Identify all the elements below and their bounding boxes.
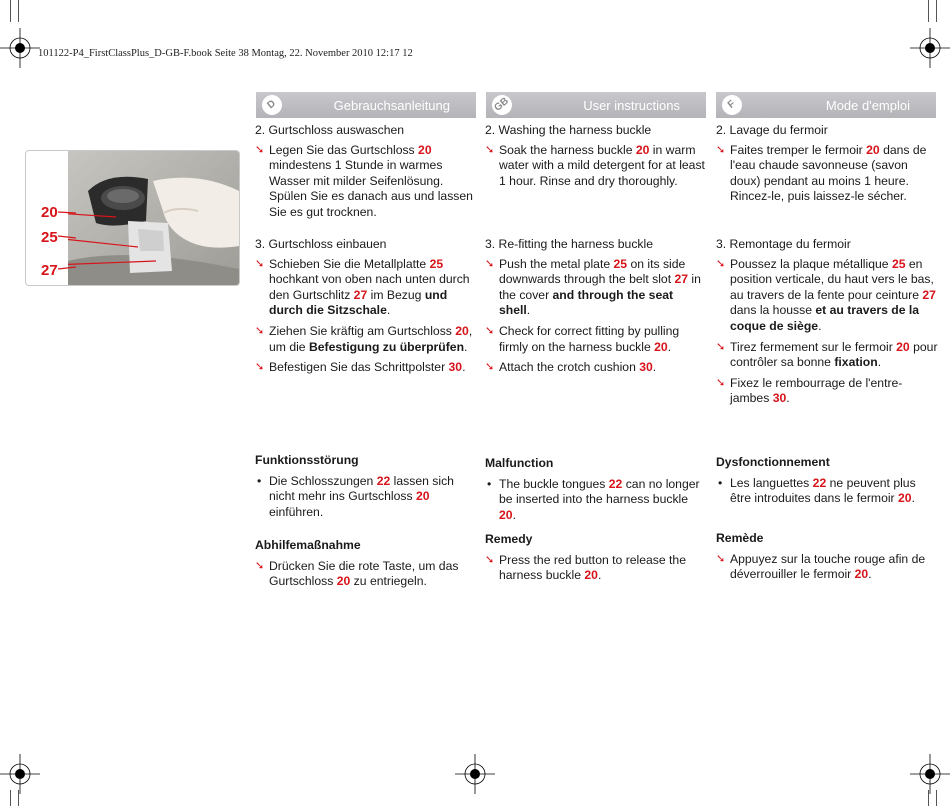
arrow-icon: ➘	[255, 143, 265, 156]
section-heading: Malfunction	[485, 456, 554, 470]
instruction-item: ➘ Legen Sie das Gurtschloss 20 mindestens 1 Stunde in warmes Wasser mit milder Seifenlösung. Spülen Sie es danach aus und lassen Sie es gut trocknen.	[255, 142, 473, 219]
instruction-item: ➘ Drücken Sie die rote Taste, um das Gurtschloss 20 zu entriegeln.	[255, 558, 459, 589]
arrow-icon: ➘	[255, 361, 265, 374]
section-heading: Abhilfemaßnahme	[255, 538, 361, 552]
tab-title-english: User instructions	[583, 98, 680, 113]
step-title: 3. Remontage du fermoir	[716, 237, 851, 251]
registration-mark-bottom-right	[910, 754, 950, 794]
instruction-item: ➘ Schieben Sie die Metallplatte 25 hochkant von oben nach unten durch den Gurtschlitz 27 im Bezug und durch die Sitzschale.	[255, 256, 470, 318]
section-heading: Remedy	[485, 532, 533, 546]
arrow-icon: ➘	[716, 552, 726, 565]
tab-title-german: Gebrauchsanleitung	[333, 98, 450, 113]
arrow-icon: ➘	[716, 257, 726, 270]
section-heading: Dysfonctionnement	[716, 455, 830, 469]
registration-mark-bottom-left	[0, 754, 40, 794]
registration-mark-bottom-center	[455, 754, 495, 794]
instruction-item: ➘ Faites tremper le fermoir 20 dans de l'eau chaude savonneuse (savon doux) pendant au moins 1 heure. Rincez-le, puis laissez-le sécher.	[716, 142, 927, 204]
instruction-item: ➘ Befestigen Sie das Schrittpolster 30.	[255, 360, 466, 375]
crop-mark	[18, 790, 19, 806]
bullet-icon: •	[487, 476, 492, 491]
crop-mark	[18, 0, 19, 22]
step-title: 2. Gurtschloss auswaschen	[255, 123, 405, 137]
crop-mark	[928, 0, 929, 22]
arrow-icon: ➘	[255, 257, 265, 270]
bullet-icon: •	[718, 475, 723, 490]
instruction-item: ➘ Attach the crotch cushion 30.	[485, 360, 657, 375]
arrow-icon: ➘	[485, 553, 495, 566]
language-badge-gb: GB	[488, 91, 516, 119]
crop-mark	[936, 0, 937, 22]
instruction-item: ➘ Ziehen Sie kräftig am Gurtschloss 20, um die Befestigung zu überprüfen.	[255, 323, 473, 354]
tab-title-french: Mode d'emploi	[825, 98, 910, 113]
crop-mark	[10, 790, 11, 806]
tab-french	[716, 92, 936, 118]
registration-mark-top-right	[910, 28, 950, 68]
section-heading: Remède	[716, 531, 764, 545]
arrow-icon: ➘	[485, 143, 495, 156]
arrow-icon: ➘	[716, 143, 726, 156]
buckle-photo-figure	[25, 150, 240, 286]
bullet-icon: •	[257, 473, 262, 488]
callout-20: 20	[41, 204, 58, 221]
crop-mark	[10, 0, 11, 22]
tab-english	[486, 92, 706, 118]
crop-mark	[928, 790, 929, 806]
arrow-icon: ➘	[485, 257, 495, 270]
instruction-item: ➘ Push the metal plate 25 on its side downwards through the belt slot 27 in the cover and through the seat shell.	[485, 256, 701, 318]
instruction-item: ➘ Check for correct fitting by pulling firmly on the harness buckle 20.	[485, 323, 680, 354]
bullet-item: • Die Schlosszungen 22 lassen sich nicht mehr ins Gurtschloss 20 einführen.	[257, 473, 454, 519]
instruction-item: ➘ Poussez la plaque métallique 25 en position verticale, du haut vers le bas, au travers de la fente pour ceinture 27 dans la housse et au travers de la coque de siège.	[716, 256, 936, 333]
language-badge-d: D	[258, 91, 286, 119]
crop-mark	[936, 790, 937, 806]
buckle-photo	[68, 151, 239, 285]
instruction-item: ➘ Soak the harness buckle 20 in warm water with a mild detergent for at least 1 hour. Rinse and dry thoroughly.	[485, 142, 705, 188]
instruction-item: ➘ Tirez fermement sur le fermoir 20 pour contrôler sa bonne fixation.	[716, 339, 938, 370]
step-title: 3. Gurtschloss einbauen	[255, 237, 387, 251]
step-title: 3. Re-fitting the harness buckle	[485, 237, 654, 251]
tab-german	[256, 92, 476, 118]
callout-25: 25	[41, 229, 58, 246]
arrow-icon: ➘	[716, 376, 726, 389]
callout-27: 27	[41, 262, 58, 279]
step-title: 2. Lavage du fermoir	[716, 123, 828, 137]
arrow-icon: ➘	[255, 559, 265, 572]
arrow-icon: ➘	[255, 324, 265, 337]
section-heading: Funktionsstörung	[255, 453, 359, 467]
book-header-line: 101122-P4_FirstClassPlus_D-GB-F.book Seite 38 Montag, 22. November 2010 12:17 12	[38, 48, 413, 59]
instruction-item: ➘ Appuyez sur la touche rouge afin de déverrouiller le fermoir 20.	[716, 551, 926, 582]
bullet-item: • The buckle tongues 22 can no longer be inserted into the harness buckle 20.	[487, 476, 700, 522]
instruction-item: ➘ Fixez le rembourrage de l'entre-jambes 30.	[716, 375, 903, 406]
step-title: 2. Washing the harness buckle	[485, 123, 652, 137]
arrow-icon: ➘	[716, 340, 726, 353]
arrow-icon: ➘	[485, 324, 495, 337]
registration-mark-top-left	[0, 28, 40, 68]
language-badge-f: F	[718, 91, 746, 119]
bullet-item: • Les languettes 22 ne peuvent plus être introduites dans le fermoir 20.	[718, 475, 916, 506]
arrow-icon: ➘	[485, 361, 495, 374]
instruction-item: ➘ Press the red button to release the harness buckle 20.	[485, 552, 686, 583]
